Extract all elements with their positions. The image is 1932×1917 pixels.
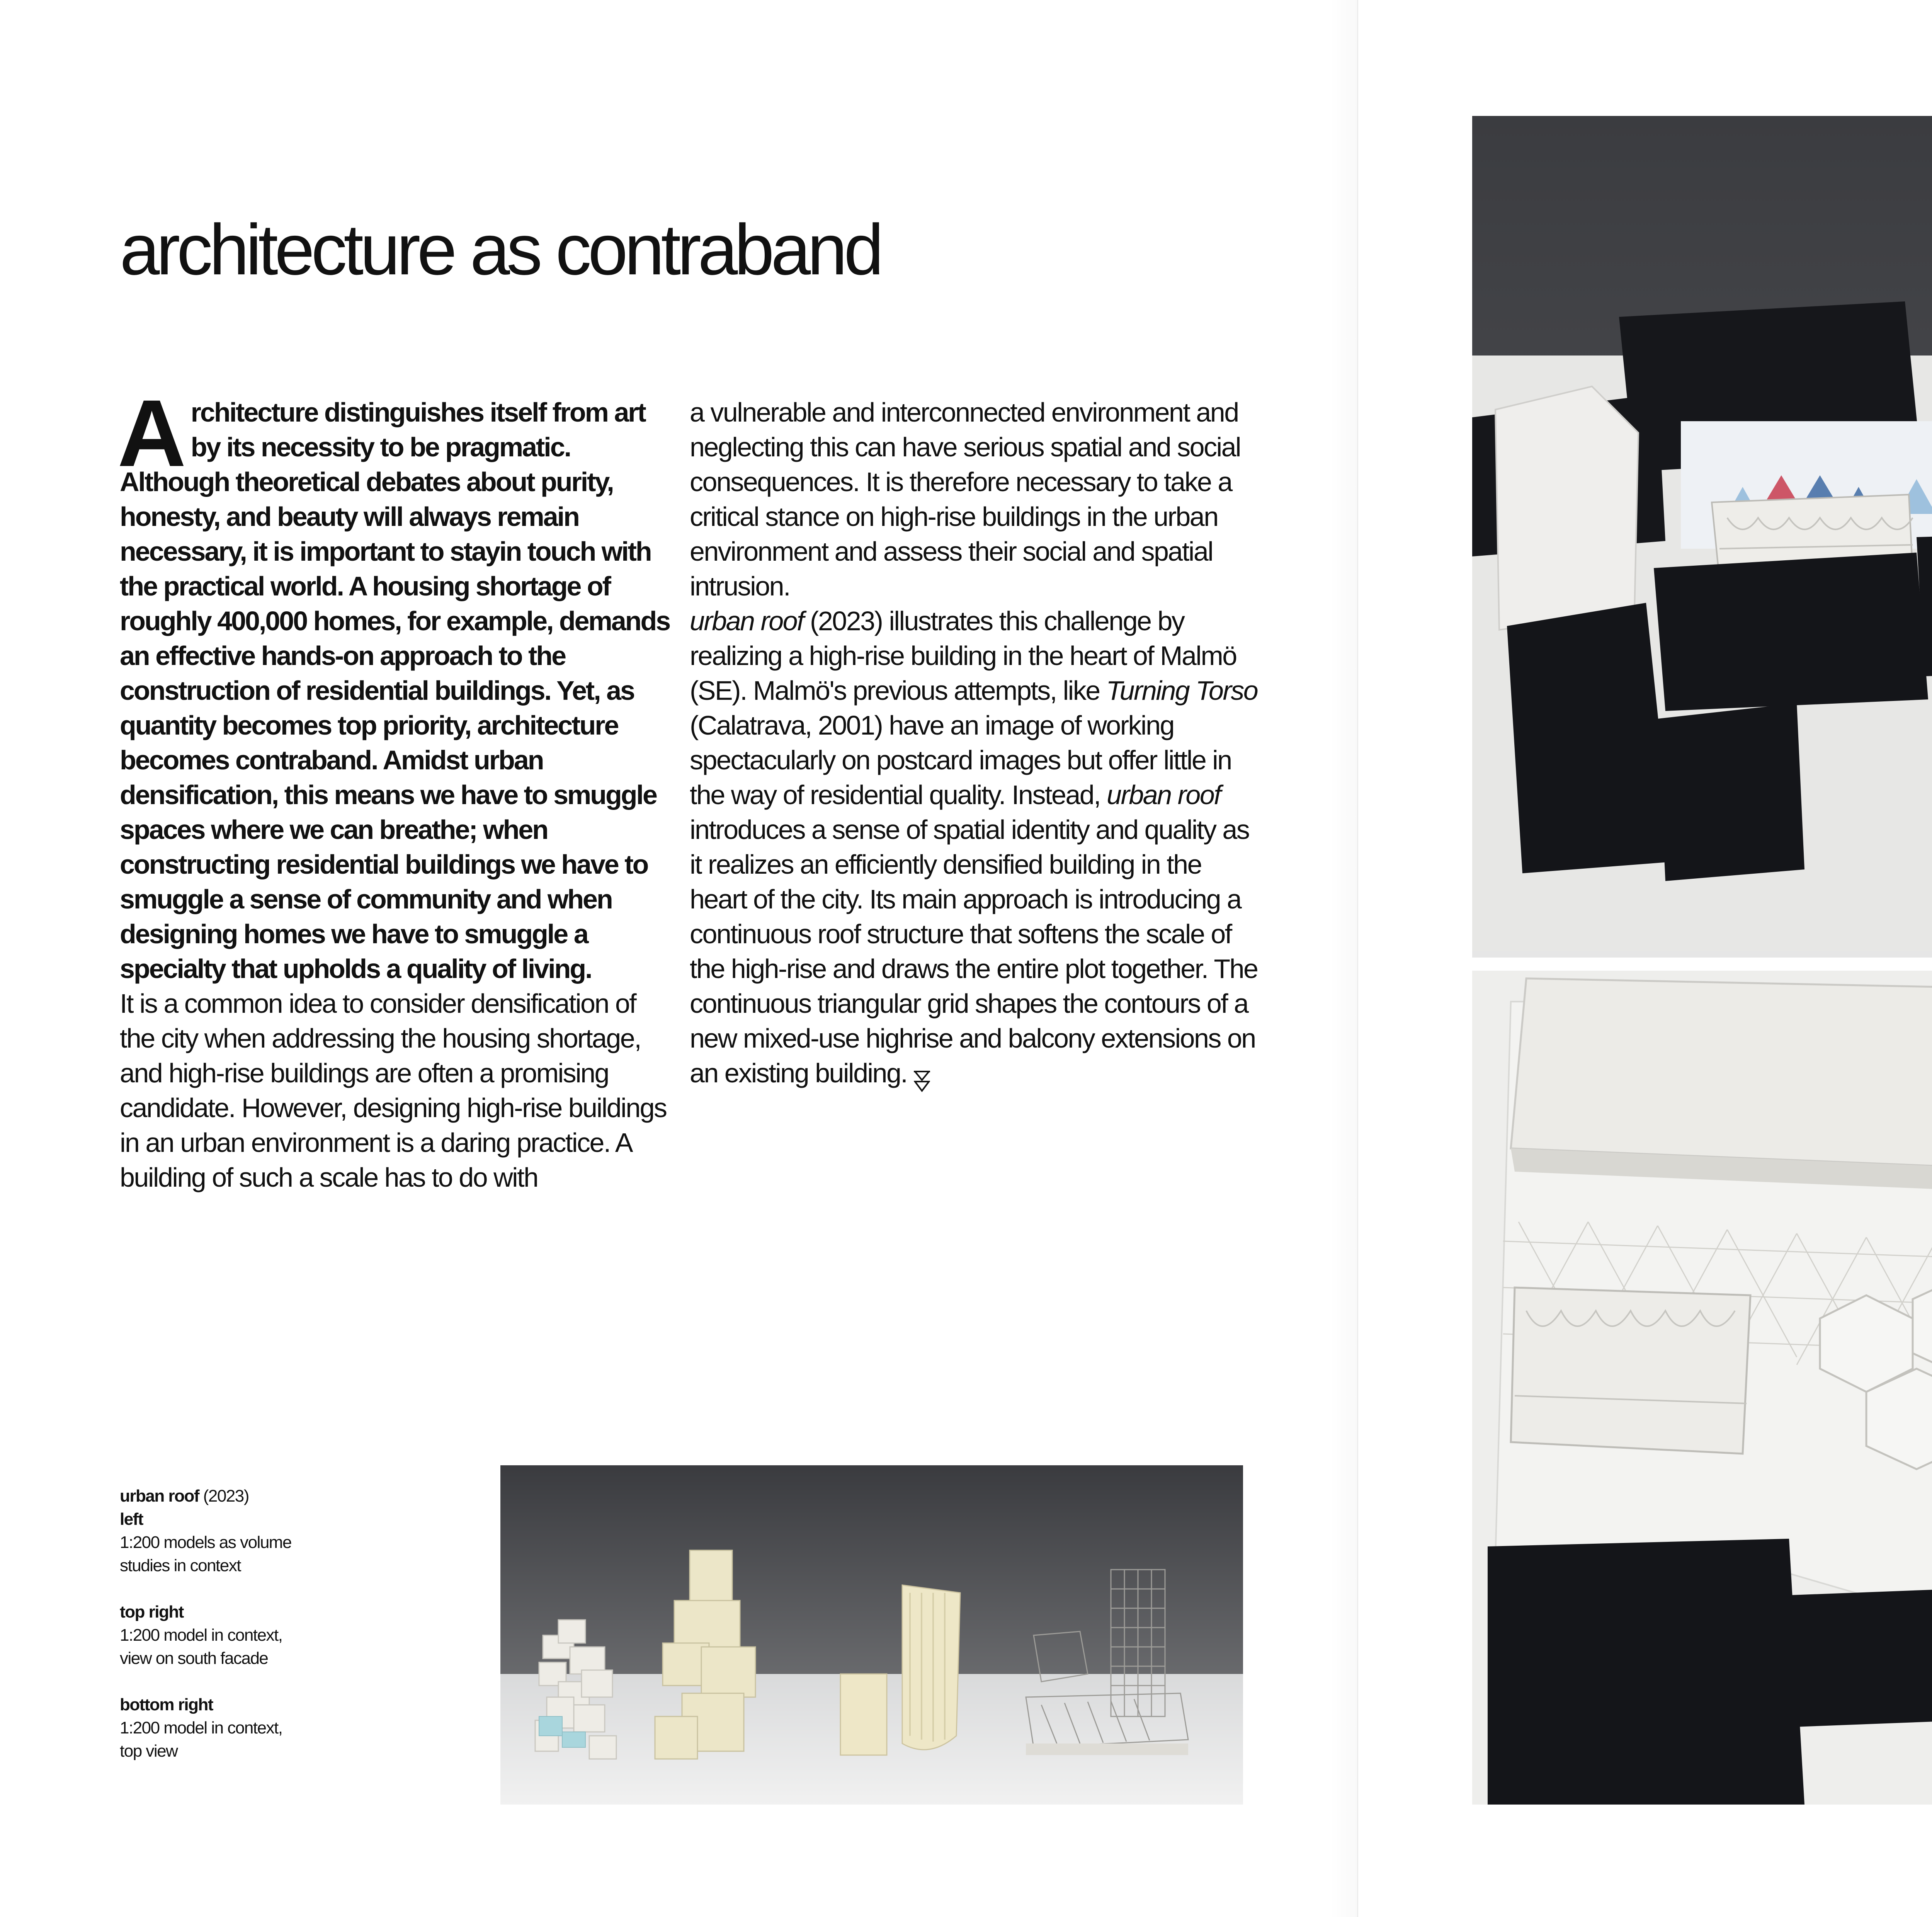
text-column-right bbox=[690, 395, 1262, 1101]
figure-captions bbox=[120, 1485, 298, 1763]
text-column-left bbox=[117, 380, 676, 1195]
double-triangle-end-icon bbox=[914, 1066, 930, 1101]
caption-project: urban roof bbox=[120, 1487, 199, 1505]
caption-text-top-right: 1:200 model in context, view on south facade bbox=[120, 1626, 282, 1668]
caption-label-top-right: top right bbox=[120, 1602, 184, 1621]
spine-shadow bbox=[1329, 0, 1357, 1917]
caption-label-left: left bbox=[120, 1510, 143, 1529]
photo-divider bbox=[1472, 951, 1932, 958]
drop-cap: A bbox=[117, 380, 186, 486]
page-spine bbox=[1357, 0, 1358, 1917]
photo-volume-study-models bbox=[500, 1465, 1243, 1805]
lead-text: rchitecture distinguishes itself from art by its necessity to be pragmatic. Although theoretical debates about purity, honesty, and beauty will always remain necessary, it is important to stayin touch with the practical world. A housing shortage of roughly 400,000 homes, for example, demands an effective hands-on approach to the construction of residential buildings. Yet, as quantity becomes top priority, architecture becomes contraband. Amidst urban densification, this means we have to smuggle spaces where we can breathe; when constructing residential buildings we have to smuggle a sense of community and when designing homes we have to smuggle a specialty that upholds a quality of living. bbox=[120, 397, 670, 984]
body-paragraph-1-continued: a vulnerable and interconnected environment and neglecting this can have serious spatial and social consequences. It is therefore necessary to take a critical stance on high-rise buildings in the urban environment and assess their social and spatial intrusion. bbox=[690, 397, 1241, 601]
photo-top-view-model bbox=[1472, 971, 1932, 1805]
body-paragraph-1: It is a common idea to consider densification of the city when addressing the housing shortage, and high-rise buildings are often a promising candidate. However, designing high-rise buildings in an urban environment is a daring practice. A building of such a scale has to do with bbox=[120, 988, 667, 1192]
article-title: architecture as contraband bbox=[120, 209, 881, 290]
project-name: urban roof bbox=[690, 606, 804, 636]
project-name: urban roof bbox=[1107, 780, 1221, 810]
caption-label-bottom-right: bottom right bbox=[120, 1695, 213, 1714]
photo-south-facade-model bbox=[1472, 116, 1932, 951]
caption-bottom-right bbox=[120, 1693, 298, 1763]
body-paragraph-2: urban roof (2023) illustrates this challenge by realizing a high-rise building in the heart of Malmö (SE). Malmö's previous attempts, like Turning Torso (Calatrava, 2001) have an image of working spectacularly on postcard images but offer little in the way of residential quality. Instead, urban roof introduces a sense of spatial identity and quality as it realizes an efficiently densified building in the heart of the city. Its main approach is introducing a continuous roof structure that softens the scale of the high-rise and draws the entire plot together. The continuous triangular grid shapes the contours of a new mixed-use highrise and balcony extensions on an existing building. bbox=[690, 604, 1262, 1101]
reference-name: Turning Torso bbox=[1106, 675, 1258, 706]
caption-left: urban roof (2023) left 1:200 models as volume studies in context bbox=[120, 1487, 291, 1575]
lead-paragraph bbox=[117, 380, 676, 986]
caption-top-right bbox=[120, 1601, 298, 1670]
caption-text-left: 1:200 models as volume studies in context bbox=[120, 1533, 291, 1575]
caption-text-bottom-right: 1:200 model in context, top view bbox=[120, 1718, 282, 1761]
